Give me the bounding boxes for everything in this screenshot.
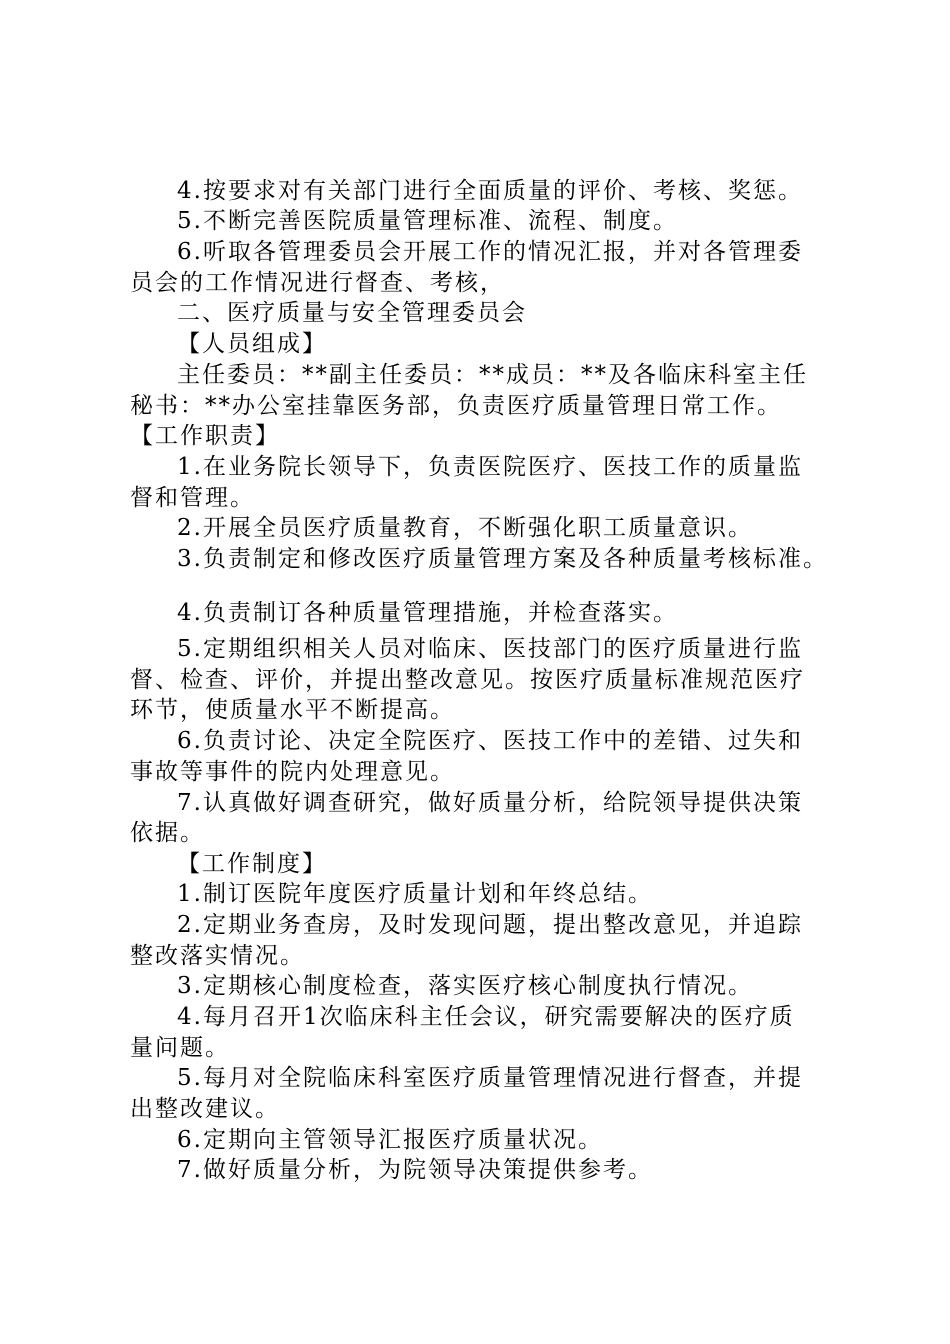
text-line: 4.按要求对有关部门进行全面质量的评价、考核、奖惩。 [177,178,803,204]
text-line: 2.开展全员医疗质量教育，不断强化职工质量意识。 [177,515,753,541]
text-line: 6.听取各管理委员会开展工作的情况汇报，并对各管理委 [177,239,803,265]
text-line: 环节，使质量水平不断提高。 [130,697,455,723]
text-line: 量问题。 [130,1035,230,1061]
text-line: 5.每月对全院临床科室医疗质量管理情况进行督查，并提 [177,1065,803,1091]
text-line: 主任委员：**副主任委员：**成员：**及各临床科室主任 [177,362,808,388]
subsection-heading: 【工作职责】 [130,423,280,449]
subsection-heading: 【人员组成】 [177,331,327,357]
text-line: 督和管理。 [130,485,255,511]
text-line: 7.做好质量分析，为院领导决策提供参考。 [177,1157,653,1183]
text-line: 1.在业务院长领导下，负责医院医疗、医技工作的质量监 [177,454,803,480]
section-heading: 二、医疗质量与安全管理委员会 [177,300,527,326]
text-line: 6.定期向主管领导汇报医疗质量状况。 [177,1127,603,1153]
text-line: 员会的工作情况进行督查、考核， [130,270,505,296]
text-line: 整改落实情况。 [130,943,305,969]
text-line: 事故等事件的院内处理意见。 [130,759,455,785]
text-line: 4.每月召开1次临床科主任会议，研究需要解决的医疗质 [177,1004,795,1030]
text-line: 依据。 [130,820,205,846]
text-line: 7.认真做好调查研究，做好质量分析，给院领导提供决策 [177,790,803,816]
text-line: 督、检查、评价，并提出整改意见。按医疗质量标准规范医疗 [130,667,805,693]
text-line: 6.负责讨论、决定全院医疗、医技工作中的差错、过失和 [177,728,803,754]
text-line: 出整改建议。 [130,1096,280,1122]
text-line: 4.负责制订各种质量管理措施，并检查落实。 [177,600,678,626]
text-line: 2.定期业务查房，及时发现问题，提出整改意见，并追踪 [177,912,803,938]
text-line: 5.不断完善医院质量管理标准、流程、制度。 [177,208,678,234]
text-line: 1.制订医院年度医疗质量计划和年终总结。 [177,881,653,907]
text-line: 3.负责制定和修改医疗质量管理方案及各种质量考核标准。 [177,546,828,572]
text-line: 5.定期组织相关人员对临床、医技部门的医疗质量进行监 [177,636,803,662]
subsection-heading: 【工作制度】 [177,851,327,877]
text-line: 3.定期核心制度检查，落实医疗核心制度执行情况。 [177,973,753,999]
text-line: 秘书：**办公室挂靠医务部，负责医疗质量管理日常工作。 [130,393,782,419]
